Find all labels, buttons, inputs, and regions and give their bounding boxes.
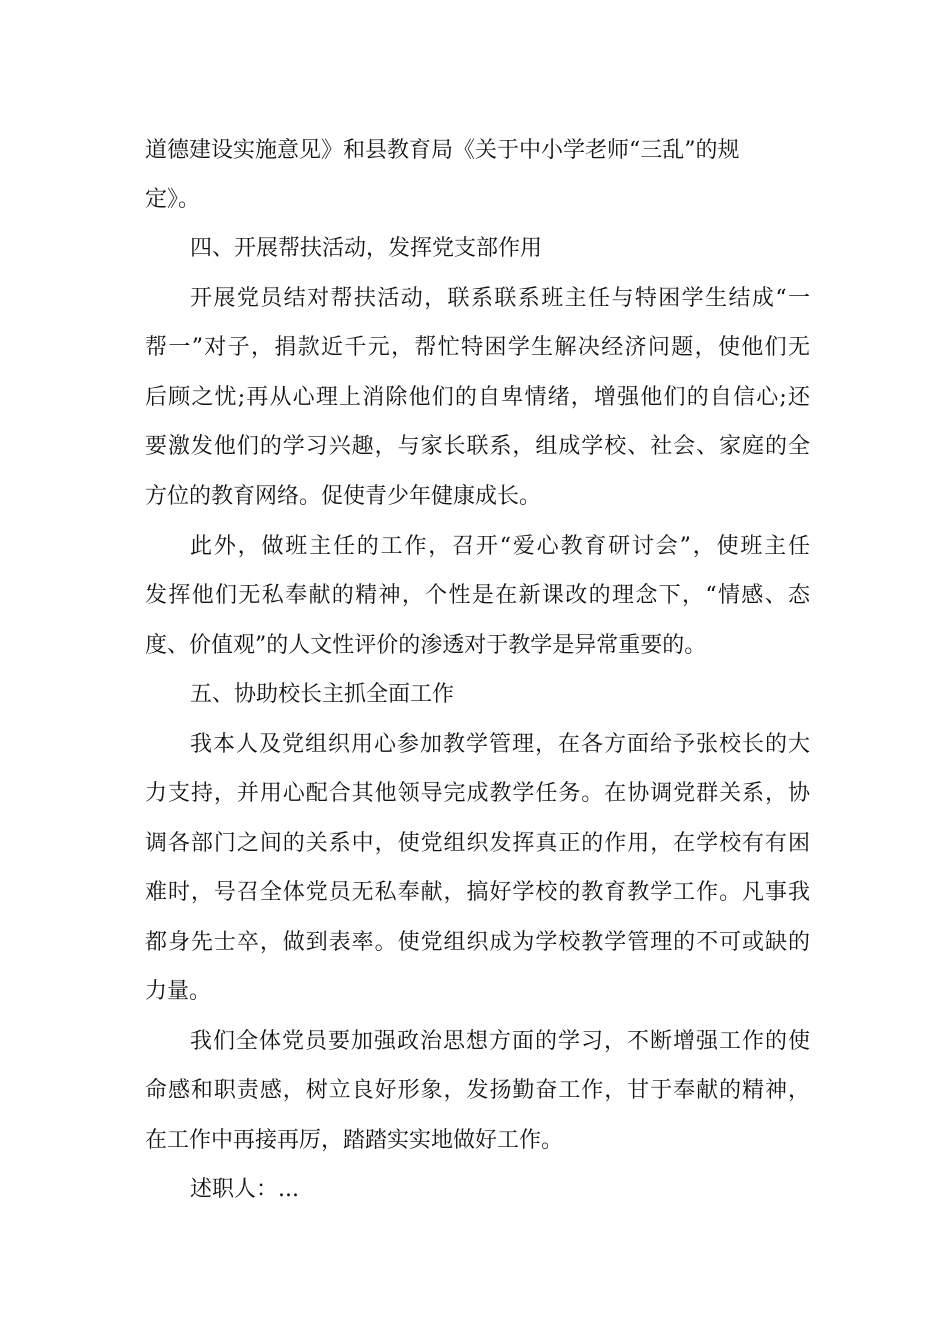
paragraph-line: 开展党员结对帮扶活动，联系联系班主任与特困学生结成“一 [190,286,810,311]
paragraph-line: 我本人及党组织用心参加教学管理，在各方面给予张校长的大 [190,732,810,757]
paragraph-line: 力量。 [145,979,212,1004]
paragraph-line: 方位的教育网络。促使青少年健康成长。 [145,484,542,509]
paragraph-line: 道德建设实施意见》和县教育局《关于中小学老师“三乱”的规 [145,138,740,163]
section-heading: 五、协助校长主抓全面工作 [190,682,455,707]
paragraph-line: 定》。 [145,187,201,212]
paragraph-line: 要激发他们的学习兴趣，与家长联系，组成学校、社会、家庭的全 [145,434,810,459]
paragraph-line: 都身先士卒，做到表率。使党组织成为学校教学管理的不可或缺的 [145,930,810,955]
paragraph-line: 此外，做班主任的工作，召开“爱心教育研讨会”，使班主任 [190,534,810,559]
signature-line: 述职人：... [190,1177,299,1202]
section-heading: 四、开展帮扶活动，发挥党支部作用 [190,236,543,261]
paragraph-line: 度、价值观”的人文性评价的渗透对于教学是异常重要的。 [145,633,707,658]
paragraph-line: 力支持，并用心配合其他领导完成教学任务。在协调党群关系，协 [145,781,810,806]
paragraph-line: 发挥他们无私奉献的精神，个性是在新课改的理念下，“情感、态 [145,583,810,608]
paragraph-line: 在工作中再接再厉，踏踏实实地做好工作。 [145,1128,564,1153]
paragraph-line: 后顾之忧;再从心理上消除他们的自卑情绪，增强他们的自信心;还 [145,385,810,410]
paragraph-line: 我们全体党员要加强政治思想方面的学习，不断增强工作的使 [190,1029,810,1054]
paragraph-line: 命感和职责感，树立良好形象，发扬勤奋工作，甘于奉献的精神， [145,1078,810,1103]
paragraph-line: 帮一”对子，捐款近千元，帮忙特困学生解决经济问题，使他们无 [145,335,810,360]
paragraph-line: 调各部门之间的关系中，使党组织发挥真正的作用，在学校有有困 [145,831,810,856]
paragraph-line: 难时，号召全体党员无私奉献，搞好学校的教育教学工作。凡事我 [145,880,810,905]
